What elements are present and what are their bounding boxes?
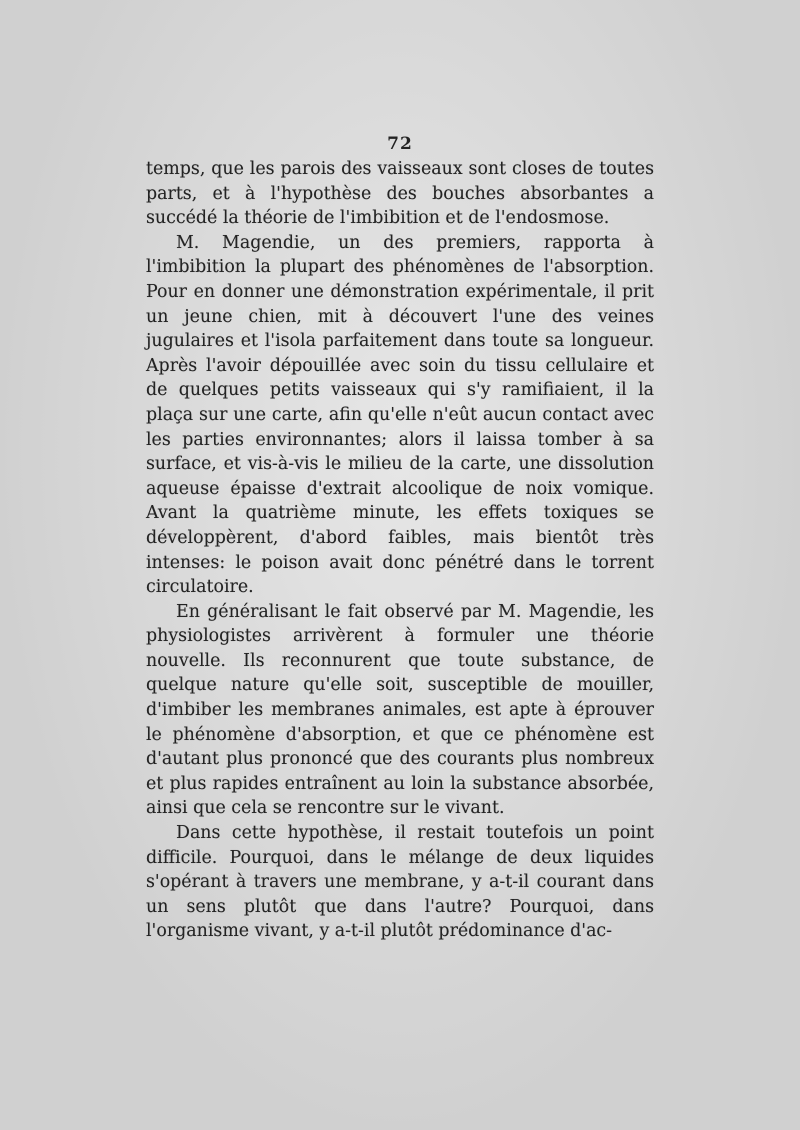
paragraph-1: temps, que les parois des vaisseaux sont closes de toutes parts, et à l'hypothèse des bouches absorbantes a succédé la théorie de l'imbibition et de l'endosmose. <box>146 159 654 229</box>
paragraph-4: Dans cette hypothèse, il restait toutefois un point difficile. Pourquoi, dans le mélange de deux liquides s'opérant à travers une membrane, y a-t-il courant dans un sens plutôt que dans l'autre? Pourquoi, dans l'organisme vivant, y a-t-il plutôt prédominance d'ac- <box>146 823 654 942</box>
body-text <box>146 157 654 944</box>
paragraph-2: M. Magendie, un des premiers, rapporta à l'imbibition la plupart des phénomènes de l'absorption. Pour en donner une démonstration expérimentale, il prit un jeune chien, mit à découvert l'une des veines jugulaires et l'isola parfaitement dans toute sa longueur. Après l'avoir dépouillée avec soin du tissu cellulaire et de quelques petits vaisseaux qui s'y ramifiaient, il la plaça sur une carte, afin qu'elle n'eût aucun contact avec les parties environnantes; alors il laissa tomber à sa surface, et vis-à-vis le milieu de la carte, une dissolution aqueuse épaisse d'extrait alcoolique de noix vomique. Avant la quatrième minute, les effets toxiques se développèrent, d'abord faibles, mais bientôt très intenses: le poison avait donc pénétré dans le torrent circulatoire. <box>146 232 654 598</box>
paragraph-3: En généralisant le fait observé par M. Magendie, les physiologistes arrivèrent à formuler une théorie nouvelle. Ils reconnurent que toute substance, de quelque nature qu'elle soit, susceptible de mouiller, d'imbiber les membranes animales, est apte à éprouver le phénomène d'absorption, et que ce phénomène est d'autant plus prononcé que des courants plus nombreux et plus rapides entraînent au loin la substance absorbée, ainsi que cela se rencontre sur le vivant. <box>146 601 654 819</box>
page-number: 72 <box>387 134 413 154</box>
